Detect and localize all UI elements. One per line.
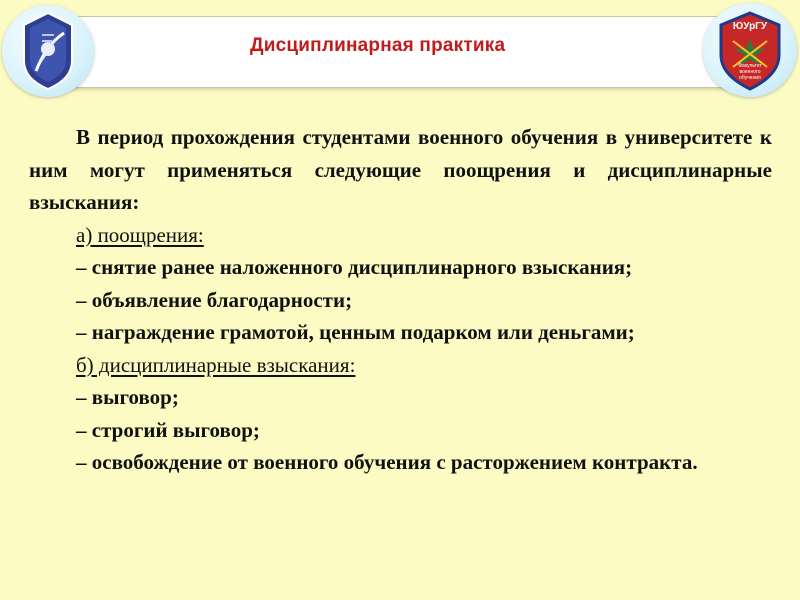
university-emblem-icon [2,5,94,97]
section-b-heading [29,349,772,382]
list-item: – награждение грамотой, ценным подарком или деньгами; [76,320,635,344]
intro-paragraph: В период прохождения студентами военного обучения в университете к ним могут применяться следующие поощрения и дисциплинарные взыскания: [29,125,772,214]
section-b-label: б) дисциплинарные взыскания: [76,352,356,377]
emblem-top-text: ЮУрГУ [732,21,768,32]
list-item: – освобождение от военного обучения с расторжением контракта. [76,450,698,474]
list-item: – объявление благодарности; [76,287,353,312]
list-item: – снятие ранее наложенного дисциплинарного взыскания; [76,255,633,279]
section-a-label: а) поощрения: [76,222,204,247]
section-a-heading [29,219,772,252]
emblem-bottom-text: Факультет военного обучения [738,63,762,81]
page-title: Дисциплинарная практика [250,35,506,56]
military-faculty-emblem-icon [703,3,797,97]
main-text [29,121,772,479]
list-item: – выговор; [76,385,179,409]
list-item: – строгий выговор; [76,417,260,442]
